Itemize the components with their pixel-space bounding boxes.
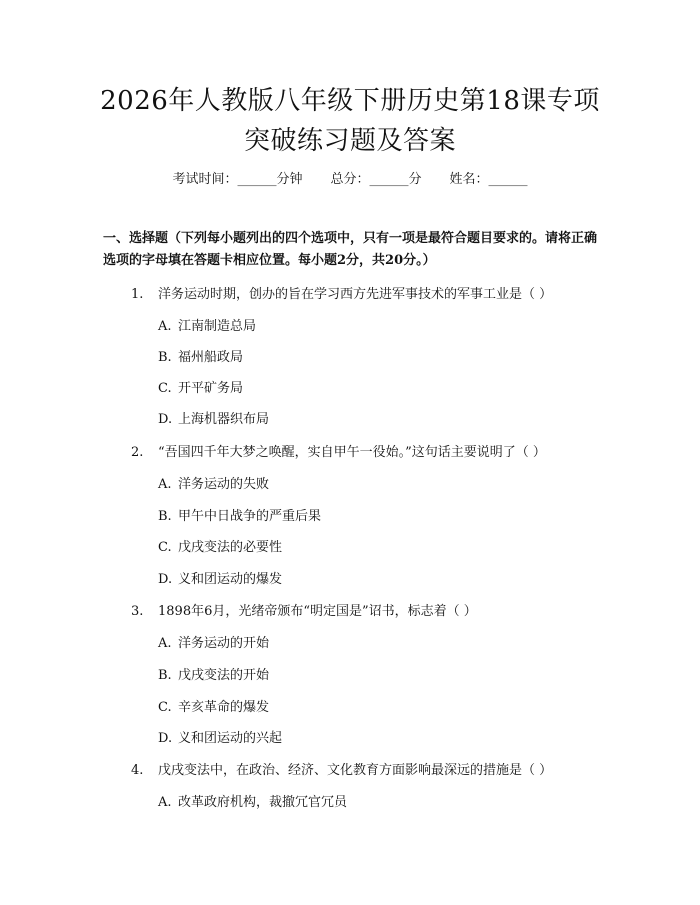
- option-text: 改革政府机构，裁撤冗官冗员: [178, 795, 348, 810]
- option-letter: D.: [158, 412, 173, 427]
- question-number: 1.: [131, 287, 144, 302]
- title-line-1: 2026年人教版八年级下册历史第18课专项: [100, 86, 600, 116]
- option-letter: A.: [158, 319, 172, 334]
- question-text: 戊戌变法中，在政治、经济、文化教育方面影响最深远的措施是（ ）: [158, 763, 553, 778]
- question-text: 洋务运动时期，创办的旨在学习西方先进军事技术的军事工业是（ ）: [158, 287, 553, 302]
- option-3a: [158, 632, 269, 651]
- question-1: [131, 283, 552, 302]
- option-3c: [158, 696, 269, 715]
- option-text: 开平矿务局: [178, 381, 244, 396]
- option-letter: A.: [158, 795, 172, 810]
- option-letter: A.: [158, 477, 172, 492]
- option-text: 上海机器织布局: [178, 412, 270, 427]
- option-letter: B.: [158, 350, 172, 365]
- option-text: 福州船政局: [178, 350, 244, 365]
- option-letter: D.: [158, 572, 173, 587]
- question-number: 3.: [131, 604, 144, 619]
- name-field: 姓名：______: [449, 172, 528, 187]
- option-text: 戊戌变法的开始: [178, 668, 270, 683]
- option-text: 义和团运动的兴起: [178, 731, 283, 746]
- section-heading-choice: 一、选择题（下列每小题列出的四个选项中，只有一项是最符合题目要求的。请将正确选项的字母填在答题卡相应位置。每小题2分，共20分。）: [103, 231, 598, 268]
- option-2b: [158, 505, 321, 524]
- question-text: 1898年6月，光绪帝颁布“明定国是”诏书，标志着（ ）: [158, 604, 477, 619]
- option-2a: [158, 473, 269, 492]
- total-score-field: 总分：______分: [330, 172, 422, 187]
- option-3b: [158, 664, 269, 683]
- option-3d: [158, 727, 282, 746]
- option-letter: C.: [158, 700, 172, 715]
- option-2d: [158, 568, 282, 587]
- option-1b: [158, 346, 243, 365]
- option-text: 甲午中日战争的严重后果: [178, 509, 322, 524]
- option-letter: A.: [158, 636, 172, 651]
- option-1d: [158, 408, 269, 427]
- option-text: 洋务运动的失败: [178, 477, 270, 492]
- option-letter: C.: [158, 540, 172, 555]
- question-2: [131, 441, 546, 460]
- option-letter: C.: [158, 381, 172, 396]
- option-4a: [158, 791, 347, 810]
- option-text: 戊戌变法的必要性: [178, 540, 283, 555]
- question-4: [131, 759, 552, 778]
- option-2c: [158, 536, 282, 555]
- option-letter: B.: [158, 668, 172, 683]
- question-number: 2.: [131, 445, 144, 460]
- question-number: 4.: [131, 763, 144, 778]
- option-1c: [158, 377, 243, 396]
- option-text: 江南制造总局: [178, 319, 257, 334]
- exam-meta: [0, 168, 700, 187]
- option-letter: B.: [158, 509, 172, 524]
- option-text: 洋务运动的开始: [178, 636, 270, 651]
- title-line-2: 突破练习题及答案: [243, 126, 456, 156]
- option-text: 辛亥革命的爆发: [178, 700, 270, 715]
- option-letter: D.: [158, 731, 173, 746]
- option-1a: [158, 315, 256, 334]
- exam-time-field: 考试时间：______分钟: [172, 172, 303, 187]
- option-text: 义和团运动的爆发: [178, 572, 283, 587]
- question-3: [131, 600, 477, 619]
- question-text: “吾国四千年大梦之唤醒，实自甲午一役始。”这句话主要说明了（ ）: [158, 445, 546, 460]
